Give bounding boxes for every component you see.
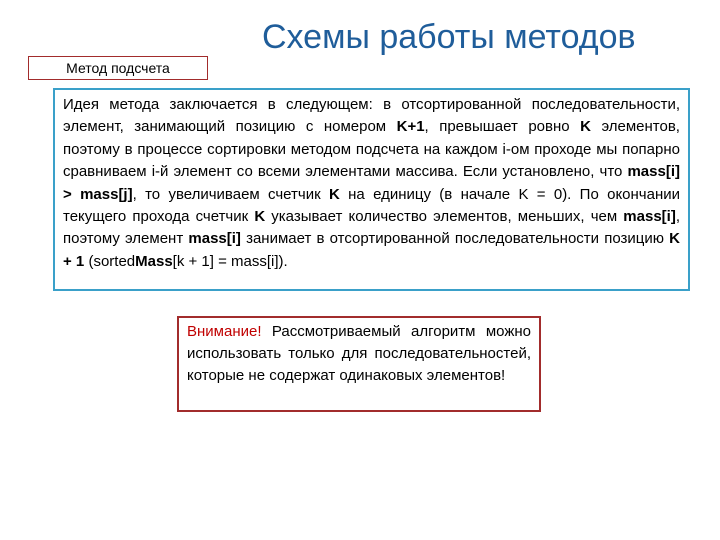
text-segment: , то увеличиваем счетчик xyxy=(132,185,329,203)
text-segment: Идея метода заключается в следующем: в отсортированной последовательности, элемент, занимающий позицию с номером xyxy=(63,96,680,136)
bold-term: K xyxy=(254,208,266,226)
text-segment: (sorted xyxy=(84,252,136,270)
warning-text xyxy=(187,321,531,387)
slide-title: Схемы работы методов xyxy=(262,18,636,56)
description-text xyxy=(63,94,680,273)
bold-term: mass[i] xyxy=(188,230,241,248)
bold-term: K xyxy=(328,185,340,203)
text-segment: , поэтому элемент xyxy=(63,208,680,248)
text-segment: указывает количество элементов, меньших, чем xyxy=(265,208,624,226)
bold-term: Mass xyxy=(135,252,173,270)
warning-body: Рассмотриваемый алгоритм можно использовать только для последовательностей, которые не содержат одинаковых элементов! xyxy=(187,323,531,384)
bold-term: K+1 xyxy=(396,118,425,136)
description-box xyxy=(53,88,690,291)
warning-box xyxy=(177,316,541,412)
bold-term: mass[i] xyxy=(623,208,676,226)
bold-term: mass[i] > mass[j] xyxy=(63,163,680,203)
text-segment: [k + 1] = mass[i]). xyxy=(172,252,288,270)
text-segment: занимает в отсортированной последовательности позицию xyxy=(240,230,670,248)
text-segment: на единицу (в начале K = 0). По окончании текущего прохода счетчик xyxy=(63,185,681,226)
bold-term: K + 1 xyxy=(63,230,680,270)
text-segment: , превышает ровно xyxy=(424,118,581,136)
warning-highlight: Внимание! xyxy=(187,323,262,340)
bold-term: K xyxy=(580,118,591,136)
method-label: Метод подсчета xyxy=(28,56,208,80)
text-segment: элементов, поэтому в процессе сортировки методом подсчета на каждом i-ом проходе мы попарно сравниваем i-й элемент со всеми элементами массива. Если установлено, что xyxy=(63,118,680,181)
